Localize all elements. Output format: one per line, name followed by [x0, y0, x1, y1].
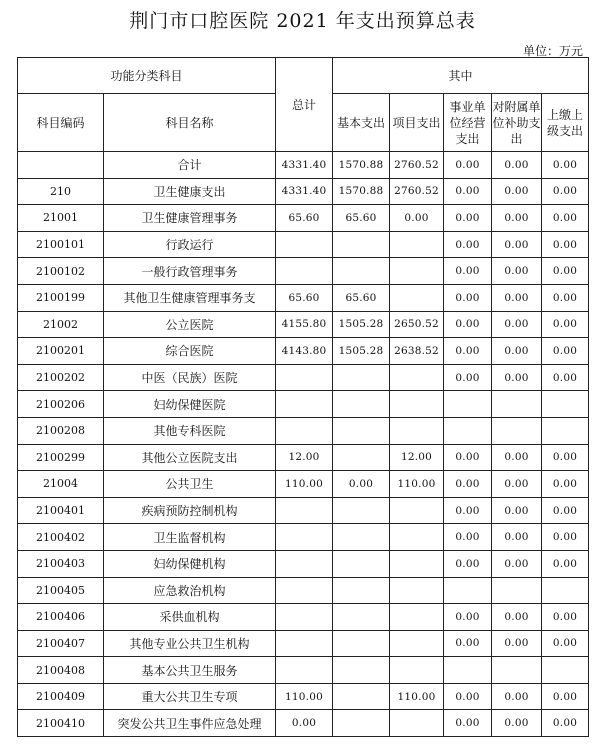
cell-code: 21002 [18, 311, 104, 338]
cell-project: 12.00 [390, 444, 444, 471]
cell-business: 0.00 [444, 524, 492, 551]
table-row [18, 683, 589, 710]
cell-name: 突发公共卫生事件应急处理 [104, 710, 276, 737]
cell-name: 采供血机构 [104, 604, 276, 631]
cell-name: 疾病预防控制机构 [104, 497, 276, 524]
cell-business: 0.00 [444, 364, 492, 391]
cell-name: 基本公共卫生服务 [104, 657, 276, 684]
cell-code: 21001 [18, 205, 104, 232]
cell-basic [333, 417, 390, 444]
table-row [18, 657, 589, 684]
cell-code: 2100199 [18, 284, 104, 311]
header-category-group: 功能分类科目 [18, 58, 276, 94]
table-row [18, 338, 589, 365]
cell-upper: 0.00 [542, 178, 589, 205]
cell-code: 210 [18, 178, 104, 205]
cell-business: 0.00 [444, 497, 492, 524]
cell-project: 110.00 [390, 683, 444, 710]
cell-upper [542, 657, 589, 684]
cell-subsidy: 0.00 [492, 630, 542, 657]
cell-basic [333, 630, 390, 657]
cell-total: 4143.80 [276, 338, 333, 365]
cell-upper: 0.00 [542, 550, 589, 577]
cell-name: 合计 [104, 152, 276, 179]
cell-project [390, 258, 444, 285]
cell-code [18, 152, 104, 179]
cell-basic [333, 258, 390, 285]
cell-name: 其他公立医院支出 [104, 444, 276, 471]
cell-project [390, 710, 444, 737]
header-among: 其中 [333, 58, 589, 94]
cell-basic [333, 364, 390, 391]
cell-project [390, 550, 444, 577]
cell-code: 2100101 [18, 231, 104, 258]
cell-project: 2650.52 [390, 311, 444, 338]
header-code: 科目编码 [18, 94, 104, 152]
header-name: 科目名称 [104, 94, 276, 152]
header-upper: 上缴上级支出 [542, 94, 589, 152]
cell-code: 2100206 [18, 391, 104, 418]
cell-project [390, 231, 444, 258]
table-row [18, 604, 589, 631]
cell-project [390, 417, 444, 444]
cell-business: 0.00 [444, 683, 492, 710]
cell-subsidy: 0.00 [492, 338, 542, 365]
cell-upper: 0.00 [542, 630, 589, 657]
cell-upper: 0.00 [542, 497, 589, 524]
cell-upper: 0.00 [542, 710, 589, 737]
cell-total [276, 231, 333, 258]
cell-project [390, 604, 444, 631]
cell-code: 2100410 [18, 710, 104, 737]
cell-basic: 0.00 [333, 471, 390, 498]
header-subsidy: 对附属单位补助支出 [492, 94, 542, 152]
cell-subsidy: 0.00 [492, 364, 542, 391]
cell-upper: 0.00 [542, 338, 589, 365]
table-row [18, 258, 589, 285]
header-project: 项目支出 [390, 94, 444, 152]
cell-subsidy: 0.00 [492, 604, 542, 631]
cell-business [444, 657, 492, 684]
cell-upper: 0.00 [542, 205, 589, 232]
cell-subsidy: 0.00 [492, 683, 542, 710]
cell-business: 0.00 [444, 604, 492, 631]
cell-basic [333, 524, 390, 551]
cell-total [276, 550, 333, 577]
table-row [18, 577, 589, 604]
cell-business: 0.00 [444, 710, 492, 737]
cell-business: 0.00 [444, 258, 492, 285]
cell-basic: 1570.88 [333, 152, 390, 179]
cell-basic [333, 577, 390, 604]
cell-basic [333, 657, 390, 684]
table-row [18, 630, 589, 657]
cell-total [276, 657, 333, 684]
cell-subsidy: 0.00 [492, 205, 542, 232]
cell-project [390, 284, 444, 311]
cell-project: 110.00 [390, 471, 444, 498]
cell-code: 2100405 [18, 577, 104, 604]
cell-business: 0.00 [444, 338, 492, 365]
cell-total: 65.60 [276, 205, 333, 232]
cell-upper: 0.00 [542, 604, 589, 631]
cell-name: 妇幼保健机构 [104, 550, 276, 577]
cell-project: 2760.52 [390, 178, 444, 205]
cell-basic: 65.60 [333, 205, 390, 232]
cell-basic [333, 444, 390, 471]
table-row [18, 524, 589, 551]
cell-name: 综合医院 [104, 338, 276, 365]
cell-name: 卫生健康管理事务 [104, 205, 276, 232]
cell-name: 一般行政管理事务 [104, 258, 276, 285]
cell-upper: 0.00 [542, 524, 589, 551]
cell-business [444, 577, 492, 604]
cell-basic [333, 497, 390, 524]
cell-code: 2100403 [18, 550, 104, 577]
cell-business: 0.00 [444, 311, 492, 338]
cell-subsidy: 0.00 [492, 524, 542, 551]
cell-total: 4331.40 [276, 152, 333, 179]
cell-subsidy [492, 577, 542, 604]
cell-project: 2760.52 [390, 152, 444, 179]
cell-subsidy: 0.00 [492, 258, 542, 285]
cell-name: 公共卫生 [104, 471, 276, 498]
cell-total: 110.00 [276, 471, 333, 498]
budget-table [17, 57, 589, 737]
cell-name: 其他卫生健康管理事务支 [104, 284, 276, 311]
cell-subsidy [492, 417, 542, 444]
page-title: 荆门市口腔医院 2021 年支出预算总表 [129, 10, 476, 32]
cell-project [390, 657, 444, 684]
cell-subsidy: 0.00 [492, 550, 542, 577]
cell-project [390, 497, 444, 524]
cell-business: 0.00 [444, 444, 492, 471]
cell-upper: 0.00 [542, 364, 589, 391]
table-row [18, 311, 589, 338]
table-row [18, 471, 589, 498]
cell-project: 2638.52 [390, 338, 444, 365]
cell-code: 2100402 [18, 524, 104, 551]
table-row [18, 205, 589, 232]
table-row [18, 231, 589, 258]
table-row [18, 284, 589, 311]
cell-subsidy: 0.00 [492, 231, 542, 258]
table-row [18, 178, 589, 205]
cell-subsidy: 0.00 [492, 710, 542, 737]
cell-total [276, 258, 333, 285]
cell-subsidy: 0.00 [492, 152, 542, 179]
cell-name: 卫生健康支出 [104, 178, 276, 205]
cell-total [276, 524, 333, 551]
cell-code: 2100406 [18, 604, 104, 631]
cell-upper: 0.00 [542, 444, 589, 471]
cell-subsidy: 0.00 [492, 284, 542, 311]
cell-subsidy [492, 391, 542, 418]
table-row [18, 152, 589, 179]
cell-business: 0.00 [444, 630, 492, 657]
cell-upper [542, 391, 589, 418]
cell-code: 21004 [18, 471, 104, 498]
cell-business: 0.00 [444, 284, 492, 311]
header-business: 事业单位经营支出 [444, 94, 492, 152]
cell-total: 12.00 [276, 444, 333, 471]
unit-label: 单位：万元 [522, 44, 583, 58]
cell-business: 0.00 [444, 471, 492, 498]
cell-name: 行政运行 [104, 231, 276, 258]
cell-business: 0.00 [444, 152, 492, 179]
cell-code: 2100408 [18, 657, 104, 684]
cell-basic: 1505.28 [333, 338, 390, 365]
cell-total: 4331.40 [276, 178, 333, 205]
cell-project [390, 630, 444, 657]
cell-code: 2100409 [18, 683, 104, 710]
cell-business: 0.00 [444, 205, 492, 232]
cell-upper: 0.00 [542, 152, 589, 179]
cell-basic: 65.60 [333, 284, 390, 311]
cell-total [276, 497, 333, 524]
cell-project [390, 364, 444, 391]
cell-business [444, 417, 492, 444]
table-row [18, 444, 589, 471]
cell-upper [542, 417, 589, 444]
cell-basic: 1570.88 [333, 178, 390, 205]
cell-basic [333, 231, 390, 258]
cell-upper: 0.00 [542, 231, 589, 258]
cell-subsidy: 0.00 [492, 471, 542, 498]
cell-basic [333, 604, 390, 631]
cell-business: 0.00 [444, 231, 492, 258]
cell-total [276, 577, 333, 604]
cell-subsidy: 0.00 [492, 444, 542, 471]
table-row [18, 417, 589, 444]
cell-subsidy [492, 657, 542, 684]
cell-upper: 0.00 [542, 683, 589, 710]
cell-code: 2100201 [18, 338, 104, 365]
cell-upper: 0.00 [542, 284, 589, 311]
cell-code: 2100102 [18, 258, 104, 285]
cell-project [390, 524, 444, 551]
cell-subsidy: 0.00 [492, 311, 542, 338]
cell-name: 重大公共卫生专项 [104, 683, 276, 710]
cell-total: 4155.80 [276, 311, 333, 338]
cell-name: 中医（民族）医院 [104, 364, 276, 391]
cell-project: 0.00 [390, 205, 444, 232]
table-row [18, 364, 589, 391]
cell-name: 妇幼保健医院 [104, 391, 276, 418]
cell-upper: 0.00 [542, 311, 589, 338]
cell-code: 2100208 [18, 417, 104, 444]
cell-basic [333, 550, 390, 577]
cell-upper: 0.00 [542, 258, 589, 285]
cell-basic [333, 683, 390, 710]
cell-code: 2100299 [18, 444, 104, 471]
cell-name: 卫生监督机构 [104, 524, 276, 551]
cell-basic: 1505.28 [333, 311, 390, 338]
cell-project [390, 577, 444, 604]
table-row [18, 497, 589, 524]
cell-business: 0.00 [444, 550, 492, 577]
cell-project [390, 391, 444, 418]
cell-code: 2100202 [18, 364, 104, 391]
table-row [18, 391, 589, 418]
cell-total [276, 604, 333, 631]
table-body [18, 152, 589, 737]
cell-total: 110.00 [276, 683, 333, 710]
cell-name: 应急救治机构 [104, 577, 276, 604]
cell-basic [333, 391, 390, 418]
cell-upper: 0.00 [542, 471, 589, 498]
cell-total [276, 417, 333, 444]
cell-business: 0.00 [444, 178, 492, 205]
cell-code: 2100401 [18, 497, 104, 524]
cell-basic [333, 710, 390, 737]
cell-total: 0.00 [276, 710, 333, 737]
cell-name: 公立医院 [104, 311, 276, 338]
cell-total [276, 630, 333, 657]
cell-total [276, 364, 333, 391]
cell-upper [542, 577, 589, 604]
table-row [18, 550, 589, 577]
cell-name: 其他专科医院 [104, 417, 276, 444]
table-row [18, 710, 589, 737]
header-basic: 基本支出 [333, 94, 390, 152]
cell-business [444, 391, 492, 418]
cell-name: 其他专业公共卫生机构 [104, 630, 276, 657]
cell-code: 2100407 [18, 630, 104, 657]
cell-total: 65.60 [276, 284, 333, 311]
cell-subsidy: 0.00 [492, 497, 542, 524]
cell-subsidy: 0.00 [492, 178, 542, 205]
cell-total [276, 391, 333, 418]
header-total: 总计 [276, 58, 333, 152]
